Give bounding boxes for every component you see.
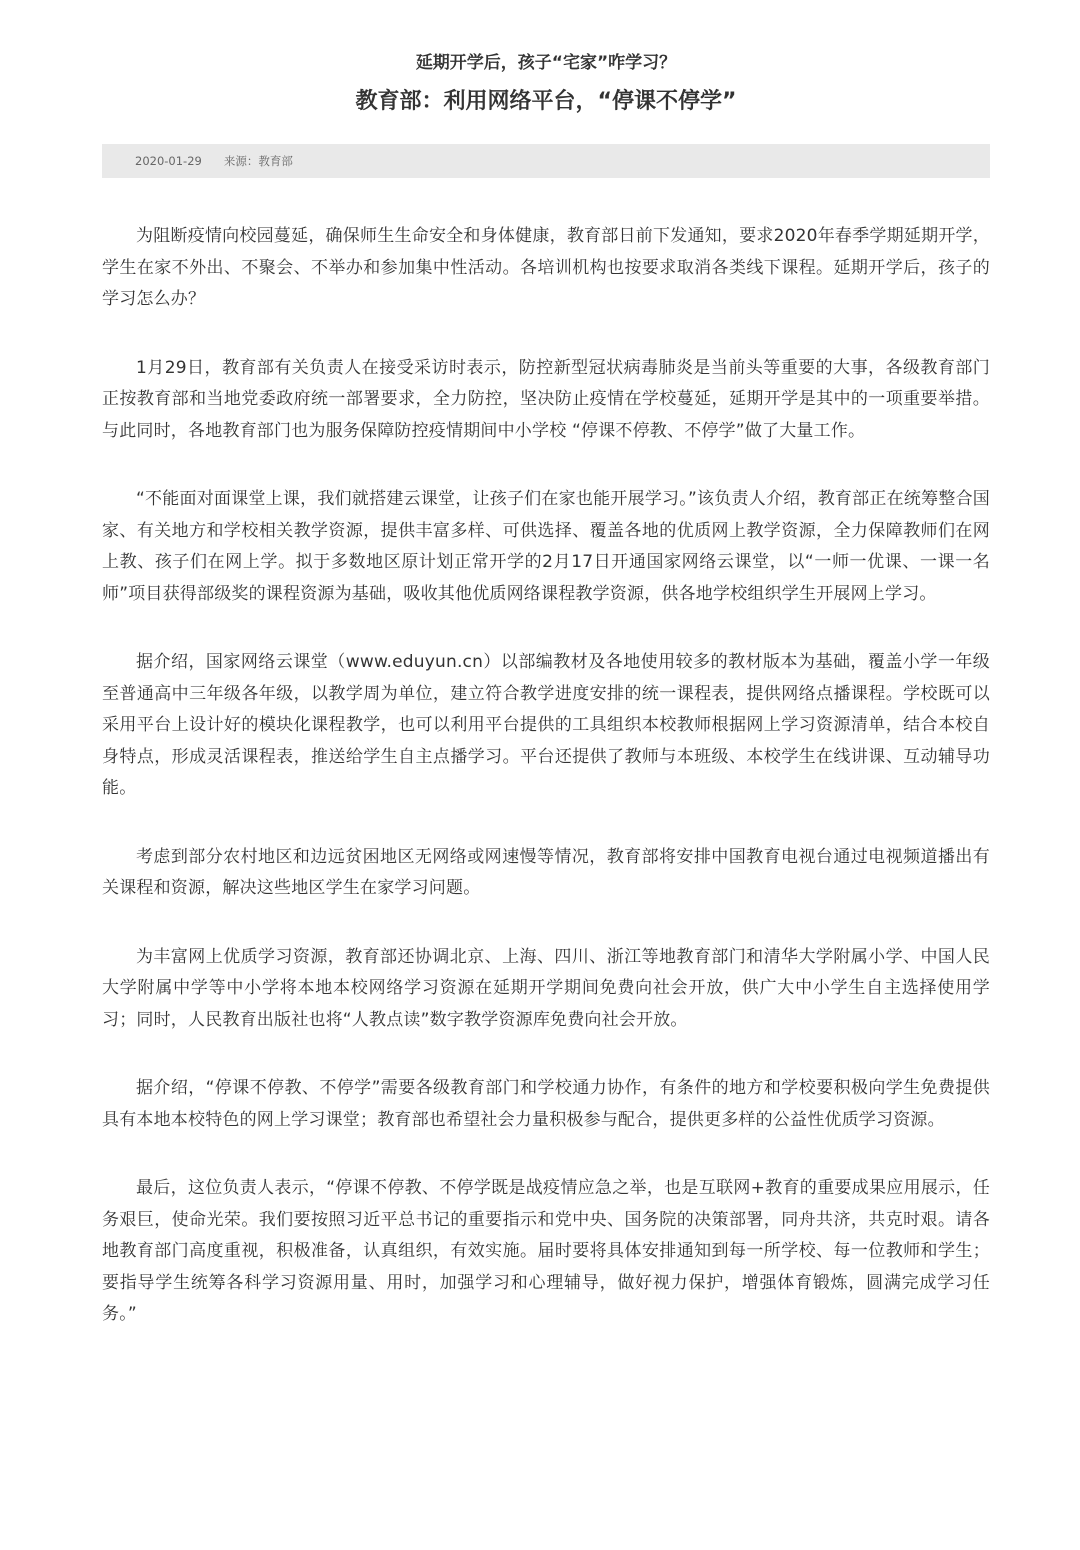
paragraph: 据介绍，国家网络云课堂（www.eduyun.cn）以部编教材及各地使用较多的教材版本为基础，覆盖小学一年级至普通高中三年级各年级，以教学周为单位，建立符合教学进度安排的统一课程表，提供网络点播课程。学校既可以采用平台上设计好的模块化课程教学，也可以利用平台提供的工具组织本校教师根据网上学习资源清单，结合本校自身特点，形成灵活课程表，推送给学生自主点播学习。平台还提供了教师与本班级、本校学生在线讲课、互动辅导功能。	[102, 652, 990, 798]
paragraph: 1月29日，教育部有关负责人在接受采访时表示，防控新型冠状病毒肺炎是当前头等重要的大事，各级教育部门正按教育部和当地党委政府统一部署要求，全力防控，坚决防止疫情在学校蔓延，延期开学是其中的一项重要举措。与此同时，各地教育部门也为服务保障防控疫情期间中小学校 “停课不停教、不停学”做了大量工作。	[102, 357, 990, 441]
article-meta-bar	[102, 144, 990, 178]
paragraph: 为阻断疫情向校园蔓延，确保师生生命安全和身体健康，教育部日前下发通知，要求2020年春季学期延期开学，学生在家不外出、不聚会、不举办和参加集中性活动。各培训机构也按要求取消各类线下课程。延期开学后，孩子的学习怎么办？	[102, 226, 990, 309]
source-label: 来源：	[223, 154, 259, 168]
article	[102, 0, 990, 1368]
article-title: 教育部：利用网络平台，“停课不停学”	[355, 89, 737, 114]
article-body	[102, 221, 990, 1331]
source-name: 教育部	[258, 154, 293, 168]
paragraph: “不能面对面课堂上课，我们就搭建云课堂，让孩子们在家也能开展学习。”该负责人介绍，教育部正在统筹整合国家、有关地方和学校相关教学资源，提供丰富多样、可供选择、覆盖各地的优质网上教学资源，全力保障教师们在网上教、孩子们在网上学。拟于多数地区原计划正常开学的2月17日开通国家网络云课堂，以“一师一优课、一课一名师”项目获得部级奖的课程资源为基础，吸收其他优质网络课程教学资源，供各地学校组织学生开展网上学习。	[102, 489, 990, 604]
paragraph: 最后，这位负责人表示，“停课不停教、不停学既是战疫情应急之举，也是互联网+教育的重要成果应用展示，任务艰巨，使命光荣。我们要按照习近平总书记的重要指示和党中央、国务院的决策部署，同舟共济，共克时艰。请各地教育部门高度重视，积极准备，认真组织，有效实施。届时要将具体安排通知到每一所学校、每一位教师和学生；要指导学生统筹各科学习资源用量、用时，加强学习和心理辅导，做好视力保护，增强体育锻炼，圆满完成学习任务。”	[102, 1178, 990, 1324]
paragraph: 为丰富网上优质学习资源，教育部还协调北京、上海、四川、浙江等地教育部门和清华大学附属小学、中国人民大学附属中学等中小学将本地本校网络学习资源在延期开学期间免费向社会开放，供广大中小学生自主选择使用学习；同时，人民教育出版社也将“人教点读”数字教学资源库免费向社会开放。	[102, 946, 990, 1030]
paragraph: 考虑到部分农村地区和边远贫困地区无网络或网速慢等情况，教育部将安排中国教育电视台通过电视频道播出有关课程和资源，解决这些地区学生在家学习问题。	[102, 846, 990, 898]
article-kicker: 延期开学后，孩子“宅家”咋学习？	[415, 53, 677, 73]
publish-date: 2020-01-29	[135, 154, 202, 168]
paragraph: 据介绍，“停课不停教、不停学”需要各级教育部门和学校通力协作，有条件的地方和学校要积极向学生免费提供具有本地本校特色的网上学习课堂；教育部也希望社会力量积极参与配合，提供更多样的公益性优质学习资源。	[102, 1078, 990, 1130]
